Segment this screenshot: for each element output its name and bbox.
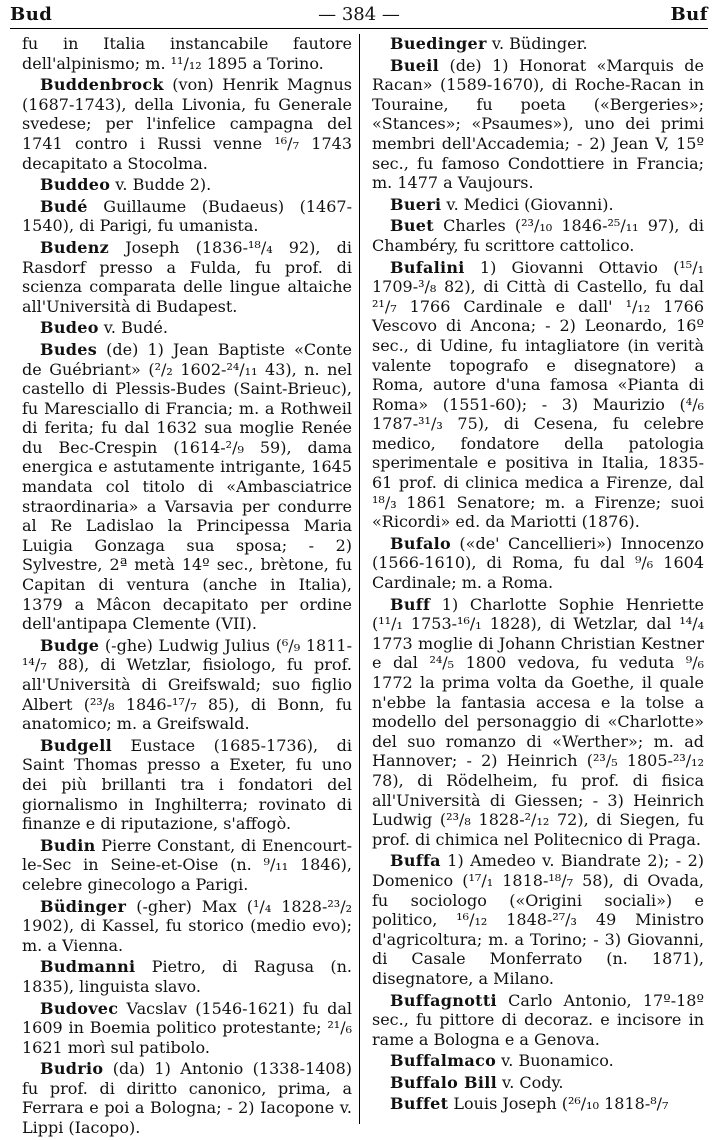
column-divider	[359, 34, 360, 1124]
entry-text: (-ghe) Ludwig Julius (⁶/₉ 1811-¹⁴/₇ 88), di Wetzlar, fisiologo, fu prof. all'Università di Greifswald; suo figlio Albert (²³/₈ 1846-¹⁷/₇ 85), di Bonn, fu anatomico; m. a Greifswald.	[22, 635, 352, 734]
dictionary-entry	[22, 340, 352, 634]
entry-text: v. Cody.	[496, 1072, 564, 1092]
dictionary-entry	[372, 1094, 704, 1114]
entry-headword: Buffa	[390, 851, 441, 871]
entry-text: («de' Cancellieri») Innocenzo (1566-1610), di Roma, fu dal ⁹/₆ 1604 Cardinale; m. a Roma.	[372, 533, 704, 593]
right-column	[372, 34, 704, 1116]
entry-text: v. Budde 2).	[110, 175, 212, 195]
entry-headword: Buedinger	[390, 34, 487, 53]
entry-text: Joseph (1836-¹⁸/₄ 92), di Rasdorf presso a Fulda, fu prof. di scienza comparata delle lingue altaiche all'Università di Budapest.	[22, 237, 352, 316]
dictionary-entry	[22, 736, 352, 834]
entry-headword: Budge	[40, 635, 100, 655]
entry-headword: Bueri	[390, 194, 442, 214]
entry-text: Pierre Constant, di Enencourt-le-Sec in Seine-et-Oise (n. ⁹/₁₁ 1846), celebre ginecologo a Parigi.	[22, 835, 352, 894]
entry-text: (de) 1) Jean Baptiste «Conte de Guébriant» (²/₂ 1602-²⁴/₁₁ 43), n. nel castello di Plessis-Budes (Saint-Brieuc), fu Maresciallo di Francia; m. a Rothweil di ferita; fu dal 1632 sua moglie Renée du Bec-Crespin (1614-²/₉ 59), dama energica e astutamente intrigante, 1645 mandata col titolo di «Ambasciatrice straordinaria» a Varsavia per condurre al Re Ladislao la Principessa Maria Luigia Gonzaga sua sposa; - 2) Sylvestre, 2ª metà 14º sec., brètone, fu Capitan di ventura (anche in Italia), 1379 a Mâcon decapitato per ordine dell'antipapa Clemente (VII).	[22, 339, 352, 634]
header-left-guideword: Bud	[10, 4, 53, 25]
entry-text: Eustace (1685-1736), di Saint Thomas presso a Exeter, fu uno dei più brillanti tra i fondatori del giornalismo in Inghilterra; rovinato di finanze e di riputazione, s'affogò.	[22, 735, 352, 834]
entry-headword: Budovec	[40, 998, 119, 1018]
dictionary-entry	[372, 1051, 704, 1071]
entry-text: fu in Italia instancabile fautore dell'alpinismo; m. ¹¹/₁₂ 1895 a Torino.	[22, 34, 352, 73]
page-number: — 384 —	[318, 4, 400, 25]
dictionary-entry	[372, 56, 704, 193]
dictionary-entry	[372, 195, 704, 215]
page-header	[10, 2, 708, 29]
entry-text: Charles (²³/₁₀ 1846-²⁵/₁₁ 97), di Chambéry, fu scrittore cattolico.	[372, 216, 704, 255]
entry-headword: Bufalini	[390, 257, 465, 277]
entry-headword: Buffagnotti	[390, 990, 497, 1010]
entry-text: Pietro, di Ragusa (n. 1835), linguista slavo.	[22, 957, 352, 996]
entry-headword: Bufalo	[390, 533, 451, 553]
entry-headword: Buffalo Bill	[390, 1072, 497, 1092]
entry-text: v. Budé.	[98, 318, 168, 338]
entry-headword: Budin	[40, 835, 96, 855]
entry-text: Vacslav (1546-1621) fu dal 1609 in Boemia politico protestante; ²¹/₆ 1621 morì sul patibolo.	[22, 998, 352, 1057]
dictionary-entry	[22, 1059, 352, 1137]
entry-text: 1) Amedeo v. Biandrate 2); - 2) Domenico (¹⁷/₁ 1818-¹⁸/₇ 58), di Ovada, fu sociologo («Origini sociali») e politico, ¹⁶/₁₂ 1848-²⁷/₃ 49 Ministro d'agricoltura; m. a Torino; - 3) Giovanni, di Casale Monferrato (n. 1871), disegnatore, a Milano.	[372, 851, 704, 988]
dictionary-entry	[372, 595, 704, 850]
entry-headword: Budenz	[40, 237, 110, 257]
dictionary-entry	[22, 197, 352, 236]
dictionary-entry	[22, 636, 352, 734]
entry-headword: Budeo	[40, 318, 99, 338]
dictionary-entry	[22, 175, 352, 195]
dictionary-entry	[372, 991, 704, 1050]
dictionary-entry	[22, 999, 352, 1058]
entry-headword: Buddenbrock	[40, 75, 164, 95]
dictionary-entry	[22, 318, 352, 338]
entry-headword: Buff	[390, 594, 431, 614]
entry-headword: Buffalmaco	[390, 1051, 497, 1071]
entry-headword: Budmanni	[40, 957, 136, 977]
entry-headword: Budgell	[40, 735, 112, 755]
entry-text: v. Büdinger.	[486, 34, 588, 53]
left-column	[22, 34, 352, 1140]
dictionary-entry	[372, 216, 704, 255]
dictionary-entry	[22, 75, 352, 173]
entry-text: Louis Joseph (²⁶/₁₀ 1818-⁸/₇	[448, 1094, 669, 1114]
entry-headword: Budes	[40, 339, 98, 359]
entry-text: (de) 1) Honorat «Marquis de Racan» (1589-1670), di Roche-Racan in Touraine, fu poeta («Bergeries»; «Stances»; «Psaumes»), uno dei primi membri dell'Accademia; - 2) Jean V, 15º sec., fu famoso Condottiere in Francia; m. 1477 a Vaujours.	[372, 55, 704, 193]
entry-text: v. Medici (Giovanni).	[441, 194, 614, 214]
entry-text: Carlo Antonio, 17º-18º sec., fu pittore di decoraz. e incisore in rame a Bologna e a Genova.	[372, 990, 704, 1049]
entry-text: 1) Giovanni Ottavio (¹⁵/₁ 1709-³/₈ 82), di Città di Castello, fu dal ²¹/₇ 1766 Cardinale e dall' ¹/₁₂ 1766 Vescovo di Ancona; - 2) Leonardo, 16º sec., di Udine, fu intagliatore (in verità valente topografo e disegnatore) a Roma, autore d'una famosa «Pianta di Roma» (1551-60); - 3) Maurizio (⁴/₆ 1787-³¹/₃ 75), di Cesena, fu celebre medico, fondatore della patologia sperimentale e positiva in Italia, 1835-61 prof. di clinica medica a Firenze, dal ¹⁸/₃ 1861 Senatore; m. a Firenze; suoi «Ricordi» ed. da Mariotti (1876).	[372, 257, 704, 532]
entry-headword: Buet	[390, 216, 434, 236]
entry-text: (-gher) Max (¹/₄ 1828-²³/₂ 1902), di Kassel, fu storico (medio evo); m. a Vienna.	[22, 896, 352, 955]
dictionary-entry	[372, 851, 704, 988]
entry-text: 1) Charlotte Sophie Henriette (¹¹/₁ 1753-¹⁶/₁ 1828), di Wetzlar, dal ¹⁴/₄ 1773 moglie di Johann Christian Kestner e dal ²⁴/₅ 1800 vedova, fu veduta ⁹/₆ 1772 la prima volta da Goethe, il quale n'ebbe la fantasia accesa e la tolse a modello del personaggio di «Charlotte» del suo romanzo di «Werther»; m. ad Hannover; - 2) Heinrich (²³/₅ 1805-²³/₁₂ 78), di Rödelheim, fu prof. di fisica all'Università di Giessen; - 3) Heinrich Ludwig (²³/₈ 1828-²/₁₂ 72), di Siegen, fu prof. di chimica nel Politecnico di Praga.	[372, 594, 704, 849]
dictionary-entry	[22, 897, 352, 956]
entry-text: (von) Henrik Magnus (1687-1743), della Livonia, fu Generale svedese; per l'infelice campagna del 1741 contro i Russi venne ¹⁶/₇ 1743 decapitato a Stocolma.	[22, 75, 352, 173]
entry-headword: Bueil	[390, 55, 439, 75]
dictionary-entry	[372, 1073, 704, 1093]
dictionary-entry	[22, 238, 352, 316]
entry-headword: Buffet	[390, 1094, 449, 1114]
entry-text: Guillaume (Budaeus) (1467-1540), di Parigi, fu umanista.	[22, 196, 352, 236]
dictionary-entry	[22, 957, 352, 996]
entry-text: (da) 1) Antonio (1338-1408) fu prof. di diritto canonico, prima, a Ferrara e poi a Bologna; - 2) Iacopone v. Lippi (Iacopo).	[22, 1059, 352, 1138]
dictionary-entry	[22, 836, 352, 895]
entry-headword: Budrio	[40, 1059, 104, 1079]
dictionary-entry	[22, 34, 352, 73]
entry-headword: Buddeo	[40, 175, 111, 195]
entry-text: v. Buonamico.	[496, 1051, 614, 1071]
dictionary-entry	[372, 258, 704, 532]
entry-headword: Budé	[40, 196, 88, 216]
entry-headword: Büdinger	[40, 896, 127, 916]
dictionary-entry	[372, 34, 704, 54]
header-right-guideword: Buf	[670, 4, 708, 25]
dictionary-entry	[372, 534, 704, 593]
